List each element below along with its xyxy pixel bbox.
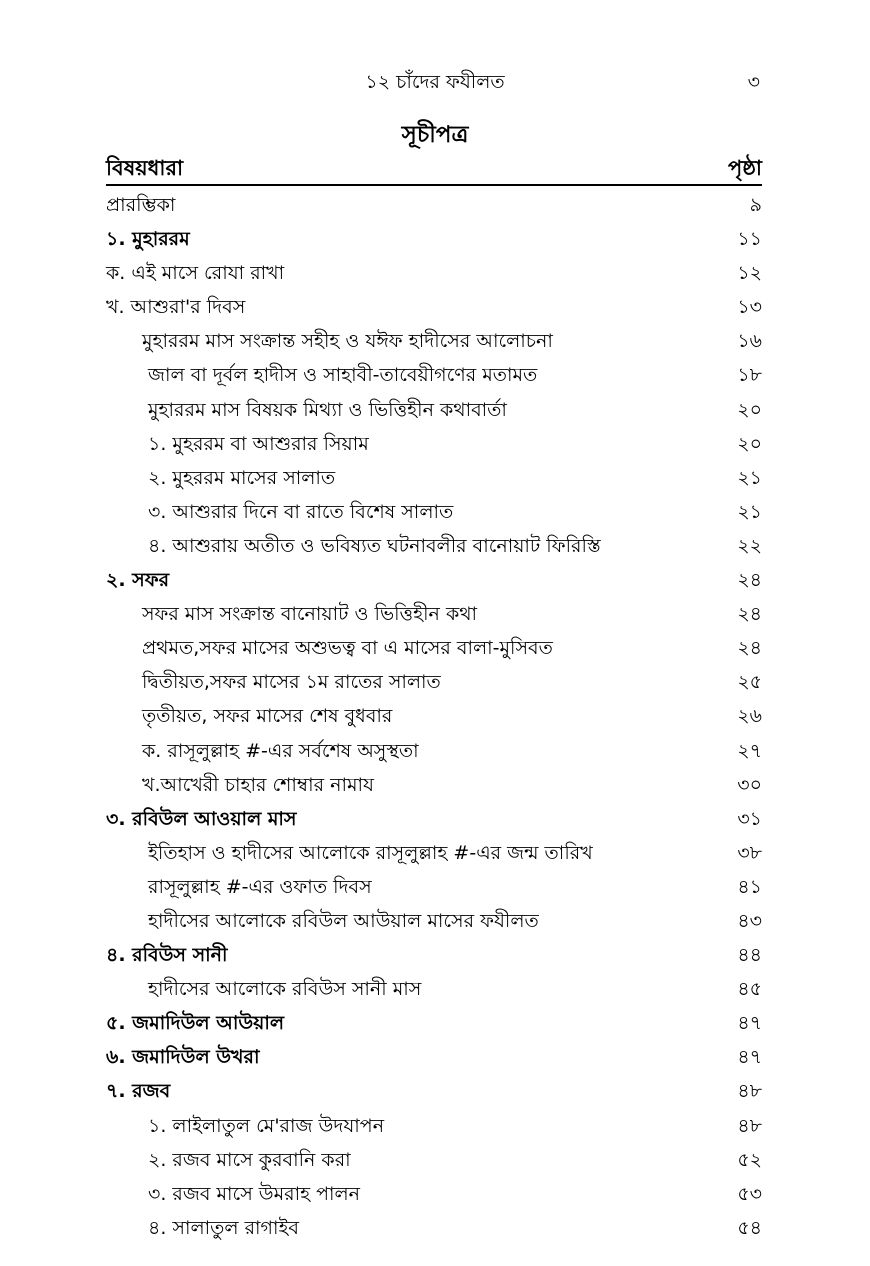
toc-entry	[106, 972, 762, 1006]
toc-entry	[106, 1074, 762, 1108]
toc-entry-page: ২৫	[737, 671, 762, 694]
toc-entry-title: ৫. জমাদিউল আউয়াল	[106, 1012, 285, 1035]
toc-entry-page: ৪৩	[737, 909, 762, 932]
toc-entry-title: ৩. রবিউল আওয়াল মাস	[106, 807, 297, 830]
toc-entry	[106, 1211, 762, 1245]
toc-entry-title: ৪. আশুরায় অতীত ও ভবিষ্যত ঘটনাবলীর বানোয়াট ফিরিস্তি	[148, 534, 601, 557]
toc-entry	[106, 597, 762, 631]
toc-entry-page: ৫৪	[737, 1216, 762, 1239]
toc-entry-title: প্রথমত,সফর মাসের অশুভত্ব বা এ মাসের বালা-মুসিবত	[142, 637, 553, 660]
toc-entry	[106, 256, 762, 290]
toc-entry-title: সফর মাস সংক্রান্ত বানোয়াট ও ভিত্তিহীন কথা	[142, 603, 478, 626]
toc-entry-page: ৪৭	[737, 1046, 762, 1069]
toc-entry	[106, 495, 762, 529]
toc-entry-title: ইতিহাস ও হাদীসের আলোকে রাসূলুল্লাহ #-এর জন্ম তারিখ	[148, 841, 593, 864]
toc-entry-title: রাসূলুল্লাহ #-এর ওফাত দিবস	[148, 875, 372, 898]
toc-entry-page: ২০	[737, 398, 762, 421]
toc-entry	[106, 529, 762, 563]
toc-entry-title: ৩. রজব মাসে উমরাহ পালন	[148, 1182, 361, 1205]
toc-entry	[106, 290, 762, 324]
toc-entry-title: ক. এই মাসে রোযা রাখা	[106, 262, 285, 285]
toc-entry-page: ৪৪	[737, 944, 762, 967]
toc-entry	[106, 938, 762, 972]
page-column-label: পৃষ্ঠা	[727, 156, 762, 180]
toc-entry-title: তৃতীয়ত, সফর মাসের শেষ বুধবার	[142, 705, 393, 728]
toc-entry	[106, 665, 762, 699]
toc-entry-title: খ.আখেরী চাহার শোম্বার নামায	[142, 773, 374, 796]
toc-entry-page: ২১	[737, 500, 762, 523]
toc-entry-title: মুহাররম মাস সংক্রান্ত সহীহ ও যঈফ হাদীসের আলোচনা	[142, 330, 553, 353]
toc-entry-page: ২৪	[737, 569, 762, 592]
toc-entry-title: হাদীসের আলোকে রবিউল আউয়াল মাসের ফযীলত	[148, 909, 539, 932]
toc-entry-page: ২৬	[737, 705, 762, 728]
toc-entry	[106, 870, 762, 904]
toc-entry	[106, 734, 762, 768]
page-title: সূচীপত্র	[401, 122, 469, 148]
table-of-contents	[106, 188, 762, 1245]
toc-entry-page: ১৮	[737, 364, 762, 387]
toc-entry	[106, 1177, 762, 1211]
toc-entry-page: ২৪	[737, 637, 762, 660]
toc-entry-page: ১১	[737, 228, 762, 251]
toc-entry-title: প্রারম্ভিকা	[106, 194, 176, 216]
toc-entry	[106, 1040, 762, 1074]
toc-entry-title: ৩. আশুরার দিনে বা রাতে বিশেষ সালাত	[148, 500, 454, 523]
toc-entry-title: হাদীসের আলোকে রবিউস সানী মাস	[148, 978, 422, 1001]
toc-entry	[106, 1006, 762, 1040]
toc-entry	[106, 631, 762, 665]
running-header	[0, 68, 870, 96]
toc-entry-title: ক. রাসূলুল্লাহ #-এর সর্বশেষ অসুস্থতা	[142, 739, 419, 762]
toc-entry-title: ১. মুহাররম	[106, 228, 190, 251]
toc-entry-page: ২০	[737, 432, 762, 455]
toc-entry-title: ৬. জমাদিউল উখরা	[106, 1046, 260, 1069]
subject-column-label: বিষয়ধারা	[106, 156, 184, 180]
toc-entry	[106, 768, 762, 802]
running-title: ১২ চাঁদের ফযীলত	[365, 71, 505, 93]
toc-entry-page: ৩১	[737, 807, 762, 830]
toc-entry-title: ৭. রজব	[106, 1080, 171, 1103]
toc-entry-title: ১. মুহররম বা আশুরার সিয়াম	[148, 432, 369, 455]
toc-entry	[106, 802, 762, 836]
toc-entry-page: ১৬	[737, 330, 762, 353]
toc-entry-page: ২১	[737, 466, 762, 489]
page-number: ৩	[747, 71, 760, 93]
toc-entry	[106, 393, 762, 427]
toc-entry	[106, 358, 762, 392]
toc-entry-page: ১৩	[737, 296, 762, 319]
toc-entry-title: ১. লাইলাতুল মে'রাজ উদযাপন	[148, 1114, 385, 1137]
toc-entry-page: ২৪	[737, 603, 762, 626]
toc-entry	[106, 1109, 762, 1143]
toc-entry-page: ৪৭	[737, 1012, 762, 1035]
toc-entry-page: ৪৫	[737, 978, 762, 1001]
toc-entry-title: ২. সফর	[106, 569, 170, 592]
toc-entry-title: মুহাররম মাস বিষয়ক মিথ্যা ও ভিত্তিহীন কথাবার্তা	[148, 398, 507, 421]
toc-entry-page: ৩৮	[737, 841, 762, 864]
toc-entry	[106, 699, 762, 733]
toc-entry-page: ৪১	[737, 875, 762, 898]
toc-entry-title: ৪. রবিউস সানী	[106, 944, 228, 967]
toc-entry-title: জাল বা দূর্বল হাদীস ও সাহাবী-তাবেয়ীগণের মতামত	[148, 364, 538, 387]
toc-entry-title: ২. মুহররম মাসের সালাত	[148, 466, 336, 489]
toc-entry-page: ২৭	[737, 739, 762, 762]
toc-entry-title: ২. রজব মাসে কুরবানি করা	[148, 1148, 351, 1171]
toc-entry-page: ৯	[749, 194, 762, 216]
column-header	[106, 150, 762, 186]
toc-entry-title: খ. আশুরা'র দিবস	[106, 296, 246, 319]
toc-entry-page: ৩০	[737, 773, 762, 796]
toc-entry	[106, 222, 762, 256]
toc-entry-page: ১২	[737, 262, 762, 285]
toc-entry	[106, 461, 762, 495]
toc-entry	[106, 427, 762, 461]
toc-entry	[106, 836, 762, 870]
toc-entry-page: ৫২	[737, 1148, 762, 1171]
toc-entry-page: ২২	[737, 534, 762, 557]
toc-entry	[106, 563, 762, 597]
toc-entry-title: ৪. সালাতুল রাগাইব	[148, 1216, 299, 1239]
toc-entry	[106, 188, 762, 222]
toc-entry	[106, 324, 762, 358]
toc-entry	[106, 1143, 762, 1177]
toc-entry-page: ৫৩	[737, 1182, 762, 1205]
toc-entry-page: ৪৮	[737, 1080, 762, 1103]
toc-entry-title: দ্বিতীয়ত,সফর মাসের ১ম রাতের সালাত	[142, 671, 441, 694]
toc-entry	[106, 904, 762, 938]
toc-entry-page: ৪৮	[737, 1114, 762, 1137]
